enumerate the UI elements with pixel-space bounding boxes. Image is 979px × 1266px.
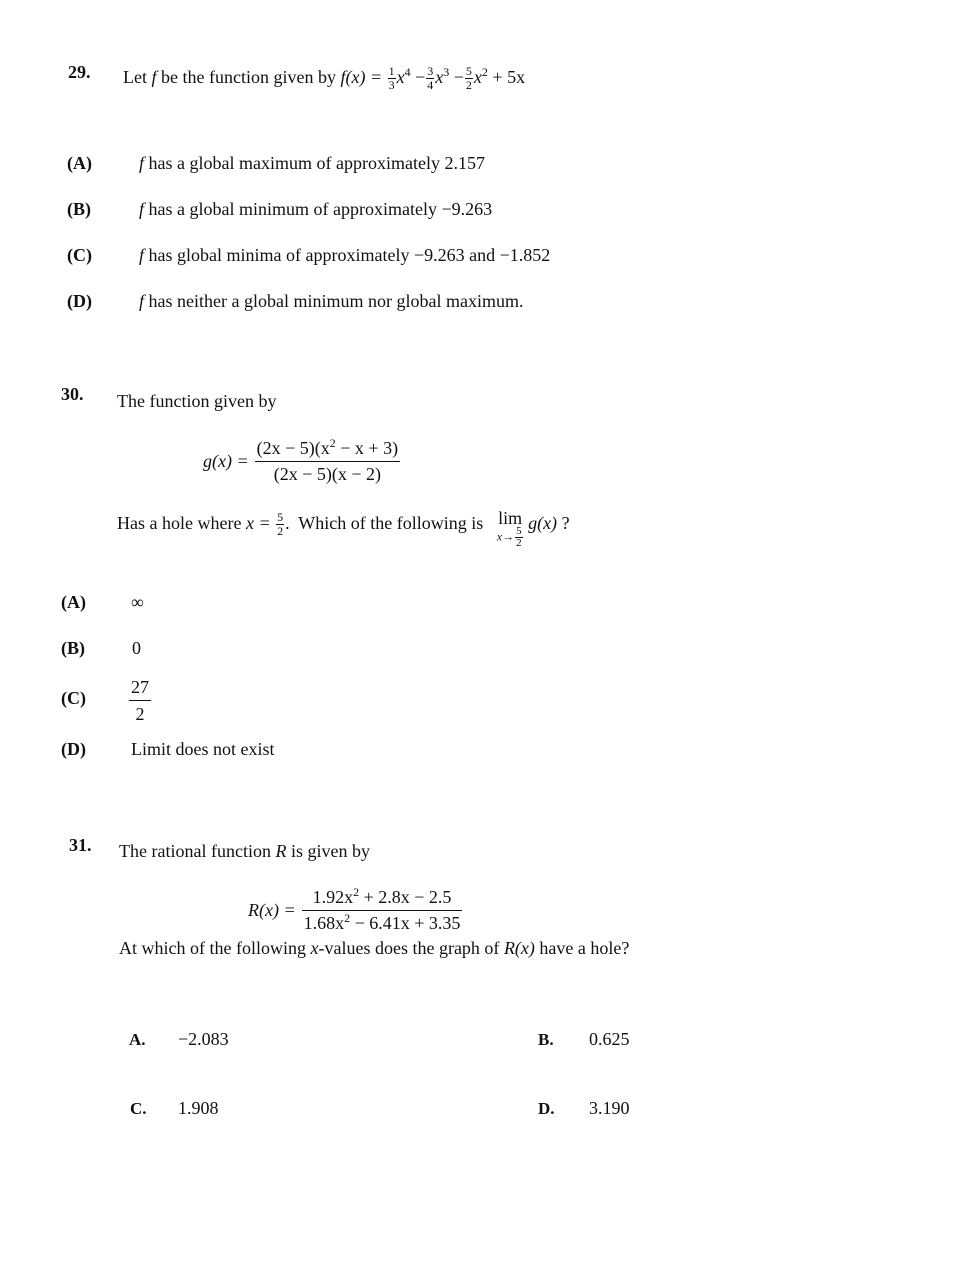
- g-denominator: (2x − 5)(x − 2): [273, 464, 381, 484]
- hole-fraction: $\frac{5}{2}$: [277, 510, 284, 539]
- q31-question: At which of the following x-values does the graph of R(x) have a hole?: [119, 938, 630, 958]
- q31-option-a-label[interactable]: A.: [129, 1030, 146, 1049]
- q30-option-a[interactable]: ∞: [131, 592, 144, 612]
- g-lhs: g(x) =: [203, 451, 249, 471]
- question-text: Which of the following is: [298, 513, 484, 533]
- q31-function-r: [248, 885, 462, 936]
- g-fraction: [255, 436, 400, 487]
- q29-option-b-label[interactable]: (B): [67, 199, 91, 219]
- q31-option-a[interactable]: −2.083: [178, 1029, 229, 1049]
- question-31-number: 31.: [69, 835, 92, 855]
- question-29-number: 29.: [68, 62, 91, 82]
- q30-option-b[interactable]: 0: [132, 638, 141, 658]
- stem-prefix: Let: [123, 67, 147, 87]
- fraction-3-4: $\frac{3}{4}$: [427, 64, 434, 93]
- q30-option-d-label[interactable]: (D): [61, 739, 86, 759]
- q29-option-a[interactable]: f has a global maximum of approximately 2.157: [139, 153, 485, 173]
- question-30-stem: The function given by: [117, 391, 277, 411]
- limit-expression: lim x→ $\frac{5}{2}$: [496, 508, 523, 549]
- function-symbol: f: [151, 67, 157, 87]
- q31-option-c-label[interactable]: C.: [130, 1099, 147, 1118]
- hole-text: Has a hole where: [117, 513, 242, 533]
- question-31-stem: The rational function R is given by: [119, 841, 370, 861]
- q31-option-c[interactable]: 1.908: [178, 1098, 219, 1118]
- stem-mid: be the function given by: [161, 67, 336, 87]
- q29-option-c-label[interactable]: (C): [67, 245, 92, 265]
- q30-option-d[interactable]: Limit does not exist: [131, 739, 275, 759]
- q29-option-d[interactable]: f has neither a global minimum nor global maximum.: [139, 291, 524, 311]
- q30-option-c[interactable]: $\frac{27}{2}$: [129, 674, 151, 727]
- q31-option-d[interactable]: 3.190: [589, 1098, 630, 1118]
- r-lhs: R(x) =: [248, 900, 296, 920]
- q29-option-d-label[interactable]: (D): [67, 291, 92, 311]
- q30-option-a-label[interactable]: (A): [61, 592, 86, 612]
- r-fraction: [302, 885, 463, 936]
- g-numerator: $(2x - 5)(x^2 - x + 3)$: [255, 436, 400, 462]
- question-29-stem: Let f be the function given by f(x) = $\frac{1}{3}$ $x^4$ − $\frac{3}{4}$ $x^3$ − $\frac{5}{2}$ $x^2 + 5x$: [123, 64, 526, 93]
- fraction-1-3: $\frac{1}{3}$: [388, 64, 395, 93]
- q31-option-d-label[interactable]: D.: [538, 1099, 555, 1118]
- q30-question-line: Has a hole where x = $\frac{5}{2}$ . Which of the following is lim x→ $\frac{5}{2}$ g(x) ?: [117, 508, 570, 549]
- limit-function: g(x): [528, 513, 558, 533]
- r-denominator: $1.68x^2 - 6.41x + 3.35$: [303, 911, 461, 933]
- r-numerator: $1.92x^2 + 2.8x - 2.5$: [302, 885, 463, 911]
- q29-option-a-label[interactable]: (A): [67, 153, 92, 173]
- q31-option-b[interactable]: 0.625: [589, 1029, 630, 1049]
- function-lhs: f(x) =: [340, 67, 383, 87]
- q29-option-c[interactable]: f has global minima of approximately −9.263 and −1.852: [139, 245, 551, 265]
- q30-option-c-label[interactable]: (C): [61, 688, 86, 708]
- q29-option-b[interactable]: f has a global minimum of approximately −9.263: [139, 199, 493, 219]
- q30-option-b-label[interactable]: (B): [61, 638, 85, 658]
- question-30-number: 30.: [61, 384, 84, 404]
- function-tail: + 5x: [492, 67, 526, 87]
- fraction-5-2: $\frac{5}{2}$: [465, 64, 472, 93]
- question-mark: ?: [561, 513, 570, 533]
- q31-option-b-label[interactable]: B.: [538, 1030, 554, 1049]
- q30-function-g: [203, 436, 400, 487]
